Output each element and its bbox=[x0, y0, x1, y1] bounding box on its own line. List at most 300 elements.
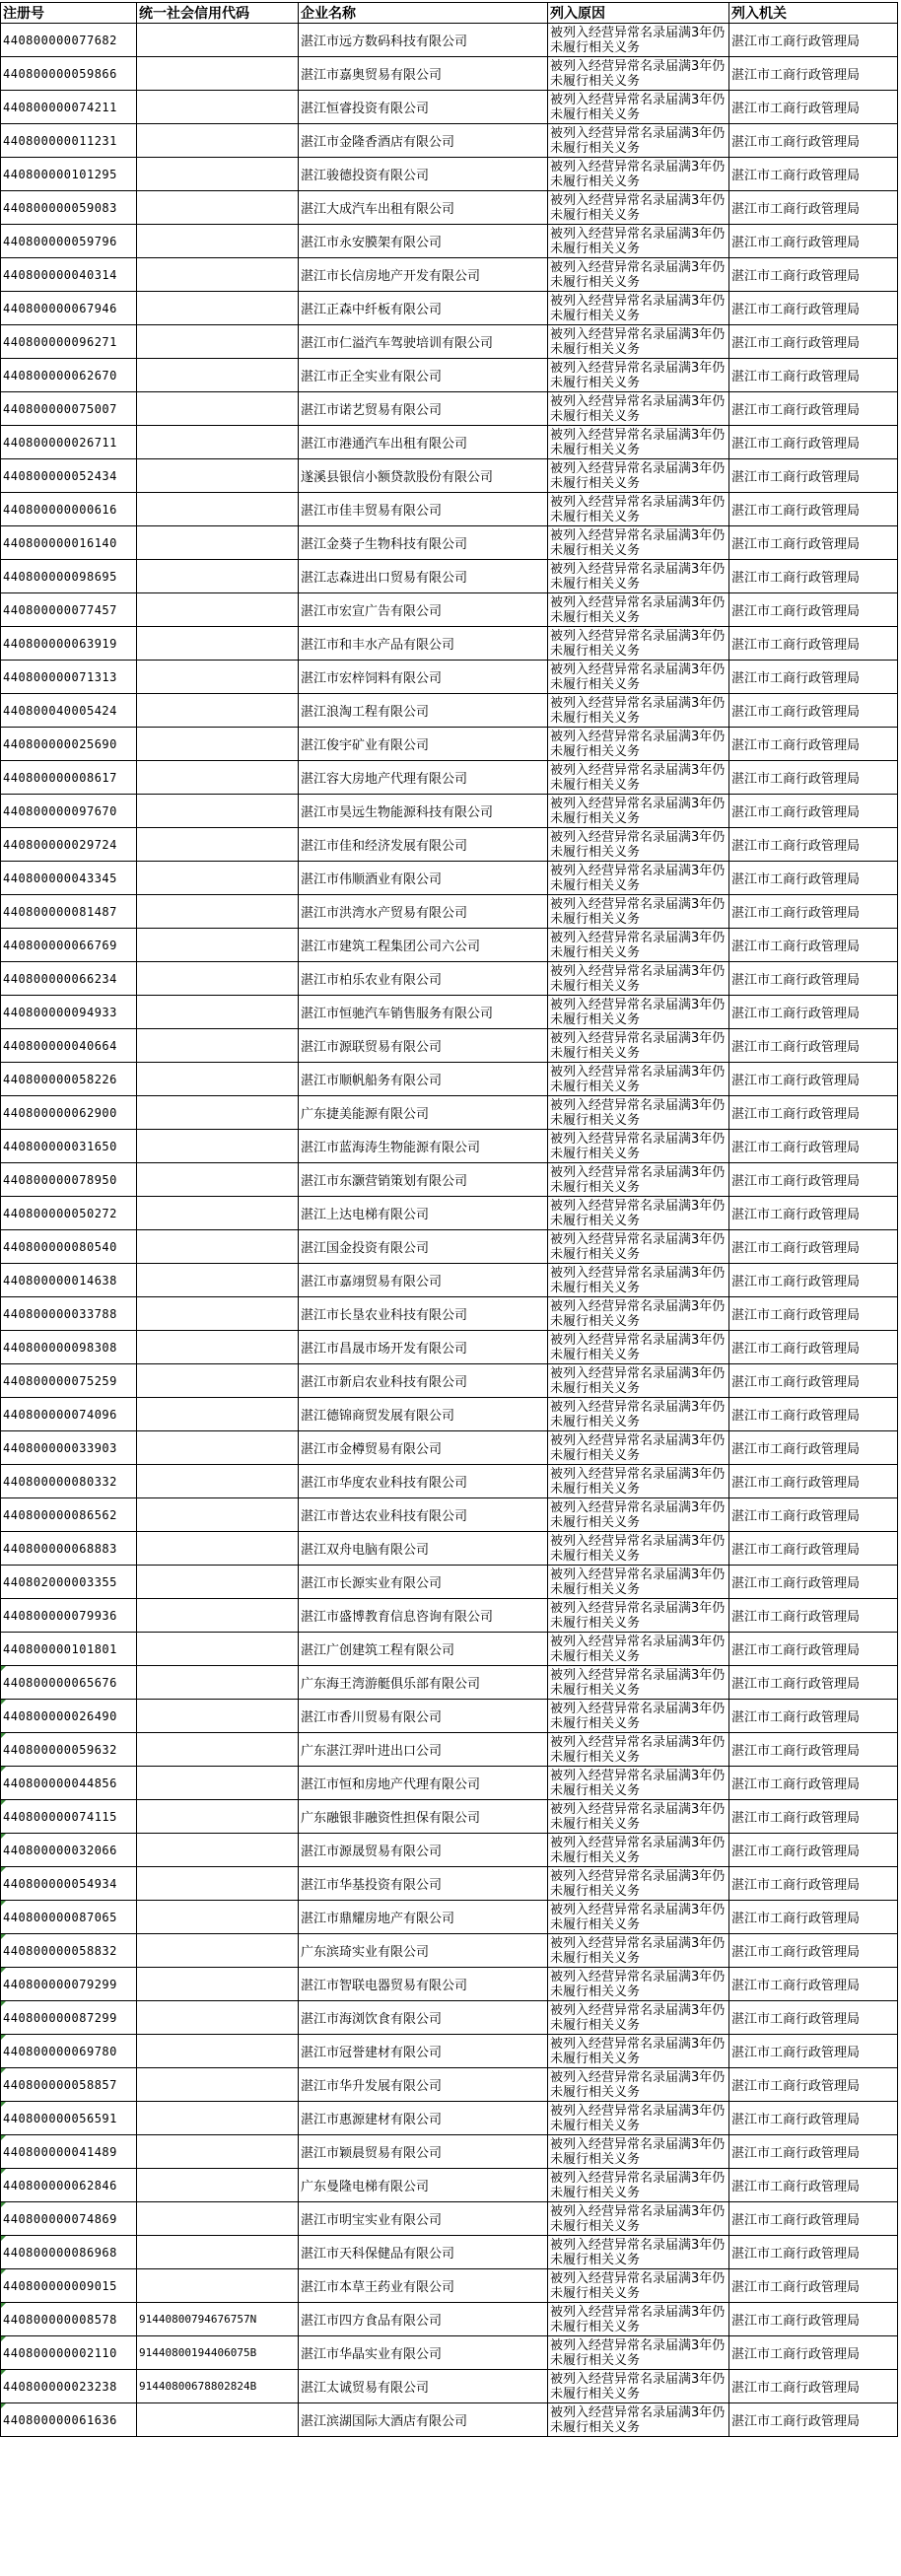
table-row bbox=[1, 1566, 898, 1599]
company-name-cell: 湛江双舟电脑有限公司 bbox=[299, 1532, 548, 1566]
header-listing-authority: 列入机关 bbox=[729, 3, 898, 24]
registration-number-cell: 440800000078950 bbox=[1, 1163, 137, 1197]
company-name-cell: 湛江市东灏营销策划有限公司 bbox=[299, 1163, 548, 1197]
credit-code-cell bbox=[137, 191, 299, 225]
registration-number-cell: 440800040005424 bbox=[1, 694, 137, 728]
listing-reason-cell: 被列入经营异常名录届满3年仍未履行相关义务 bbox=[548, 1834, 729, 1867]
listing-authority-cell: 湛江市工商行政管理局 bbox=[729, 1968, 898, 2001]
table-row bbox=[1, 1901, 898, 1934]
listing-authority-cell: 湛江市工商行政管理局 bbox=[729, 2169, 898, 2202]
table-row bbox=[1, 24, 898, 57]
table-row bbox=[1, 2135, 898, 2169]
credit-code-cell bbox=[137, 1633, 299, 1666]
listing-authority-cell: 湛江市工商行政管理局 bbox=[729, 560, 898, 593]
table-row bbox=[1, 459, 898, 493]
credit-code-cell bbox=[137, 2403, 299, 2437]
listing-reason-cell: 被列入经营异常名录届满3年仍未履行相关义务 bbox=[548, 2236, 729, 2269]
credit-code-cell bbox=[137, 1733, 299, 1767]
registration-number-cell: 440800000002110 bbox=[1, 2336, 137, 2370]
registration-number-cell: 440800000050272 bbox=[1, 1197, 137, 1230]
listing-authority-cell: 湛江市工商行政管理局 bbox=[729, 1800, 898, 1834]
registration-number-cell: 440800000059796 bbox=[1, 225, 137, 258]
registration-number-cell: 440800000029724 bbox=[1, 828, 137, 862]
registration-number-cell: 440800000075007 bbox=[1, 392, 137, 426]
listing-authority-cell: 湛江市工商行政管理局 bbox=[729, 2135, 898, 2169]
company-name-cell: 湛江大成汽车出租有限公司 bbox=[299, 191, 548, 225]
company-name-cell: 湛江市伟顺酒业有限公司 bbox=[299, 862, 548, 895]
listing-authority-cell: 湛江市工商行政管理局 bbox=[729, 761, 898, 795]
listing-reason-cell: 被列入经营异常名录届满3年仍未履行相关义务 bbox=[548, 2403, 729, 2437]
credit-code-cell bbox=[137, 225, 299, 258]
registration-number-cell: 440800000058832 bbox=[1, 1934, 137, 1968]
credit-code-cell: 91440800194406075B bbox=[137, 2336, 299, 2370]
listing-authority-cell: 湛江市工商行政管理局 bbox=[729, 325, 898, 359]
listing-reason-cell: 被列入经营异常名录届满3年仍未履行相关义务 bbox=[548, 1733, 729, 1767]
company-name-cell: 湛江市港通汽车出租有限公司 bbox=[299, 426, 548, 459]
enterprise-abnormal-list-table bbox=[0, 2, 898, 2437]
company-name-cell: 湛江市佳和经济发展有限公司 bbox=[299, 828, 548, 862]
listing-authority-cell: 湛江市工商行政管理局 bbox=[729, 2035, 898, 2068]
company-name-cell: 湛江市恒驰汽车销售服务有限公司 bbox=[299, 996, 548, 1029]
registration-number-cell: 440800000066769 bbox=[1, 929, 137, 962]
listing-authority-cell: 湛江市工商行政管理局 bbox=[729, 996, 898, 1029]
registration-number-cell: 440800000063919 bbox=[1, 627, 137, 661]
table-row bbox=[1, 895, 898, 929]
listing-reason-cell: 被列入经营异常名录届满3年仍未履行相关义务 bbox=[548, 828, 729, 862]
registration-number-cell: 440800000065676 bbox=[1, 1666, 137, 1700]
table-row bbox=[1, 1834, 898, 1867]
listing-reason-cell: 被列入经营异常名录届满3年仍未履行相关义务 bbox=[548, 1297, 729, 1331]
table-row bbox=[1, 1331, 898, 1364]
credit-code-cell bbox=[137, 2169, 299, 2202]
table-row bbox=[1, 2001, 898, 2035]
registration-number-cell: 440800000025690 bbox=[1, 728, 137, 761]
credit-code-cell bbox=[137, 459, 299, 493]
listing-authority-cell: 湛江市工商行政管理局 bbox=[729, 895, 898, 929]
company-name-cell: 湛江市冠誉建材有限公司 bbox=[299, 2035, 548, 2068]
listing-authority-cell: 湛江市工商行政管理局 bbox=[729, 1633, 898, 1666]
listing-reason-cell: 被列入经营异常名录届满3年仍未履行相关义务 bbox=[548, 593, 729, 627]
listing-authority-cell: 湛江市工商行政管理局 bbox=[729, 1566, 898, 1599]
registration-number-cell: 440800000097670 bbox=[1, 795, 137, 828]
table-row bbox=[1, 1968, 898, 2001]
company-name-cell: 湛江正森中纤板有限公司 bbox=[299, 292, 548, 325]
listing-authority-cell: 湛江市工商行政管理局 bbox=[729, 1666, 898, 1700]
table-row bbox=[1, 1800, 898, 1834]
credit-code-cell bbox=[137, 1934, 299, 1968]
credit-code-cell bbox=[137, 1331, 299, 1364]
registration-number-cell: 440800000068883 bbox=[1, 1532, 137, 1566]
registration-number-cell: 440800000062900 bbox=[1, 1096, 137, 1130]
company-name-cell: 湛江市天科保健品有限公司 bbox=[299, 2236, 548, 2269]
company-name-cell: 湛江太诚贸易有限公司 bbox=[299, 2370, 548, 2403]
listing-authority-cell: 湛江市工商行政管理局 bbox=[729, 1063, 898, 1096]
registration-number-cell: 440800000067946 bbox=[1, 292, 137, 325]
company-name-cell: 广东滨琦实业有限公司 bbox=[299, 1934, 548, 1968]
table-row bbox=[1, 325, 898, 359]
registration-number-cell: 440800000096271 bbox=[1, 325, 137, 359]
listing-reason-cell: 被列入经营异常名录届满3年仍未履行相关义务 bbox=[548, 2001, 729, 2035]
listing-reason-cell: 被列入经营异常名录届满3年仍未履行相关义务 bbox=[548, 459, 729, 493]
registration-number-cell: 440800000094933 bbox=[1, 996, 137, 1029]
listing-reason-cell: 被列入经营异常名录届满3年仍未履行相关义务 bbox=[548, 2269, 729, 2303]
registration-number-cell: 440800000059632 bbox=[1, 1733, 137, 1767]
company-name-cell: 湛江市永安膜架有限公司 bbox=[299, 225, 548, 258]
listing-reason-cell: 被列入经营异常名录届满3年仍未履行相关义务 bbox=[548, 392, 729, 426]
listing-reason-cell: 被列入经营异常名录届满3年仍未履行相关义务 bbox=[548, 1666, 729, 1700]
registration-number-cell: 440800000062846 bbox=[1, 2169, 137, 2202]
credit-code-cell bbox=[137, 2202, 299, 2236]
listing-reason-cell: 被列入经营异常名录届满3年仍未履行相关义务 bbox=[548, 1331, 729, 1364]
listing-reason-cell: 被列入经营异常名录届满3年仍未履行相关义务 bbox=[548, 493, 729, 526]
credit-code-cell bbox=[137, 1800, 299, 1834]
listing-reason-cell: 被列入经营异常名录届满3年仍未履行相关义务 bbox=[548, 761, 729, 795]
registration-number-cell: 440800000086562 bbox=[1, 1498, 137, 1532]
table-row bbox=[1, 1733, 898, 1767]
listing-reason-cell: 被列入经营异常名录届满3年仍未履行相关义务 bbox=[548, 1767, 729, 1800]
registration-number-cell: 440800000023238 bbox=[1, 2370, 137, 2403]
company-name-cell: 湛江市柏乐农业有限公司 bbox=[299, 962, 548, 996]
company-name-cell: 湛江市洪湾水产贸易有限公司 bbox=[299, 895, 548, 929]
credit-code-cell bbox=[137, 1264, 299, 1297]
listing-authority-cell: 湛江市工商行政管理局 bbox=[729, 1398, 898, 1431]
header-credit-code: 统一社会信用代码 bbox=[137, 3, 299, 24]
credit-code-cell bbox=[137, 359, 299, 392]
company-name-cell: 湛江市鼎耀房地产有限公司 bbox=[299, 1901, 548, 1934]
table-row bbox=[1, 1532, 898, 1566]
company-name-cell: 遂溪县银信小额贷款股份有限公司 bbox=[299, 459, 548, 493]
company-name-cell: 湛江市远方数码科技有限公司 bbox=[299, 24, 548, 57]
table-row bbox=[1, 1364, 898, 1398]
credit-code-cell bbox=[137, 258, 299, 292]
listing-reason-cell: 被列入经营异常名录届满3年仍未履行相关义务 bbox=[548, 1934, 729, 1968]
credit-code-cell bbox=[137, 2236, 299, 2269]
table-row bbox=[1, 1599, 898, 1633]
credit-code-cell bbox=[137, 392, 299, 426]
listing-authority-cell: 湛江市工商行政管理局 bbox=[729, 2202, 898, 2236]
company-name-cell: 湛江市盛博教育信息咨询有限公司 bbox=[299, 1599, 548, 1633]
registration-number-cell: 440800000026490 bbox=[1, 1700, 137, 1733]
listing-reason-cell: 被列入经营异常名录届满3年仍未履行相关义务 bbox=[548, 2169, 729, 2202]
registration-number-cell: 440800000062670 bbox=[1, 359, 137, 392]
table-row bbox=[1, 1163, 898, 1197]
listing-authority-cell: 湛江市工商行政管理局 bbox=[729, 292, 898, 325]
table-row bbox=[1, 1398, 898, 1431]
listing-reason-cell: 被列入经营异常名录届满3年仍未履行相关义务 bbox=[548, 1096, 729, 1130]
listing-authority-cell: 湛江市工商行政管理局 bbox=[729, 1700, 898, 1733]
table-body bbox=[1, 24, 898, 2437]
table-row bbox=[1, 426, 898, 459]
registration-number-cell: 440800000066234 bbox=[1, 962, 137, 996]
registration-number-cell: 440800000074115 bbox=[1, 1800, 137, 1834]
registration-number-cell: 440800000056591 bbox=[1, 2102, 137, 2135]
listing-reason-cell: 被列入经营异常名录届满3年仍未履行相关义务 bbox=[548, 292, 729, 325]
listing-authority-cell: 湛江市工商行政管理局 bbox=[729, 1264, 898, 1297]
credit-code-cell bbox=[137, 694, 299, 728]
registration-number-cell: 440800000058226 bbox=[1, 1063, 137, 1096]
listing-reason-cell: 被列入经营异常名录届满3年仍未履行相关义务 bbox=[548, 1633, 729, 1666]
credit-code-cell bbox=[137, 1297, 299, 1331]
listing-authority-cell: 湛江市工商行政管理局 bbox=[729, 694, 898, 728]
registration-number-cell: 440800000044856 bbox=[1, 1767, 137, 1800]
listing-reason-cell: 被列入经营异常名录届满3年仍未履行相关义务 bbox=[548, 1264, 729, 1297]
credit-code-cell bbox=[137, 1096, 299, 1130]
table-row bbox=[1, 1063, 898, 1096]
table-row bbox=[1, 392, 898, 426]
listing-authority-cell: 湛江市工商行政管理局 bbox=[729, 795, 898, 828]
table-row bbox=[1, 493, 898, 526]
listing-authority-cell: 湛江市工商行政管理局 bbox=[729, 1163, 898, 1197]
company-name-cell: 广东捷美能源有限公司 bbox=[299, 1096, 548, 1130]
credit-code-cell bbox=[137, 828, 299, 862]
company-name-cell: 湛江市华基投资有限公司 bbox=[299, 1867, 548, 1901]
registration-number-cell: 440800000058857 bbox=[1, 2068, 137, 2102]
company-name-cell: 湛江市颖晨贸易有限公司 bbox=[299, 2135, 548, 2169]
credit-code-cell bbox=[137, 795, 299, 828]
listing-reason-cell: 被列入经营异常名录届满3年仍未履行相关义务 bbox=[548, 426, 729, 459]
table-row bbox=[1, 1700, 898, 1733]
listing-authority-cell: 湛江市工商行政管理局 bbox=[729, 2269, 898, 2303]
credit-code-cell bbox=[137, 929, 299, 962]
listing-reason-cell: 被列入经营异常名录届满3年仍未履行相关义务 bbox=[548, 24, 729, 57]
registration-number-cell: 440800000059083 bbox=[1, 191, 137, 225]
registration-number-cell: 440800000032066 bbox=[1, 1834, 137, 1867]
listing-authority-cell: 湛江市工商行政管理局 bbox=[729, 1498, 898, 1532]
listing-authority-cell: 湛江市工商行政管理局 bbox=[729, 57, 898, 91]
credit-code-cell bbox=[137, 1431, 299, 1465]
table-row bbox=[1, 292, 898, 325]
company-name-cell: 湛江市和丰水产品有限公司 bbox=[299, 627, 548, 661]
listing-authority-cell: 湛江市工商行政管理局 bbox=[729, 1901, 898, 1934]
registration-number-cell: 440800000008617 bbox=[1, 761, 137, 795]
listing-reason-cell: 被列入经营异常名录届满3年仍未履行相关义务 bbox=[548, 728, 729, 761]
listing-reason-cell: 被列入经营异常名录届满3年仍未履行相关义务 bbox=[548, 1029, 729, 1063]
table-row bbox=[1, 627, 898, 661]
listing-authority-cell: 湛江市工商行政管理局 bbox=[729, 1029, 898, 1063]
company-name-cell: 湛江市新启农业科技有限公司 bbox=[299, 1364, 548, 1398]
listing-reason-cell: 被列入经营异常名录届满3年仍未履行相关义务 bbox=[548, 57, 729, 91]
listing-reason-cell: 被列入经营异常名录届满3年仍未履行相关义务 bbox=[548, 962, 729, 996]
company-name-cell: 湛江德锦商贸发展有限公司 bbox=[299, 1398, 548, 1431]
table-row bbox=[1, 1197, 898, 1230]
company-name-cell: 湛江市惠源建材有限公司 bbox=[299, 2102, 548, 2135]
company-name-cell: 湛江市长信房地产开发有限公司 bbox=[299, 258, 548, 292]
credit-code-cell bbox=[137, 1566, 299, 1599]
listing-reason-cell: 被列入经营异常名录届满3年仍未履行相关义务 bbox=[548, 2035, 729, 2068]
listing-authority-cell: 湛江市工商行政管理局 bbox=[729, 2336, 898, 2370]
listing-authority-cell: 湛江市工商行政管理局 bbox=[729, 661, 898, 694]
credit-code-cell bbox=[137, 325, 299, 359]
listing-authority-cell: 湛江市工商行政管理局 bbox=[729, 91, 898, 124]
company-name-cell: 湛江滨湖国际大酒店有限公司 bbox=[299, 2403, 548, 2437]
registration-number-cell: 440800000031650 bbox=[1, 1130, 137, 1163]
listing-authority-cell: 湛江市工商行政管理局 bbox=[729, 1867, 898, 1901]
listing-authority-cell: 湛江市工商行政管理局 bbox=[729, 728, 898, 761]
company-name-cell: 湛江市普达农业科技有限公司 bbox=[299, 1498, 548, 1532]
table-row bbox=[1, 2068, 898, 2102]
listing-authority-cell: 湛江市工商行政管理局 bbox=[729, 258, 898, 292]
listing-authority-cell: 湛江市工商行政管理局 bbox=[729, 1834, 898, 1867]
company-name-cell: 湛江市宏梓饲料有限公司 bbox=[299, 661, 548, 694]
company-name-cell: 湛江广创建筑工程有限公司 bbox=[299, 1633, 548, 1666]
listing-reason-cell: 被列入经营异常名录届满3年仍未履行相关义务 bbox=[548, 996, 729, 1029]
registration-number-cell: 440800000033903 bbox=[1, 1431, 137, 1465]
credit-code-cell bbox=[137, 1901, 299, 1934]
table-row bbox=[1, 962, 898, 996]
company-name-cell: 广东湛江羿叶进出口公司 bbox=[299, 1733, 548, 1767]
listing-reason-cell: 被列入经营异常名录届满3年仍未履行相关义务 bbox=[548, 258, 729, 292]
listing-authority-cell: 湛江市工商行政管理局 bbox=[729, 225, 898, 258]
registration-number-cell: 440800000077682 bbox=[1, 24, 137, 57]
company-name-cell: 湛江市源晟贸易有限公司 bbox=[299, 1834, 548, 1867]
listing-reason-cell: 被列入经营异常名录届满3年仍未履行相关义务 bbox=[548, 627, 729, 661]
registration-number-cell: 440800000098695 bbox=[1, 560, 137, 593]
listing-reason-cell: 被列入经营异常名录届满3年仍未履行相关义务 bbox=[548, 1867, 729, 1901]
table-row bbox=[1, 1767, 898, 1800]
registration-number-cell: 440800000016140 bbox=[1, 526, 137, 560]
listing-authority-cell: 湛江市工商行政管理局 bbox=[729, 962, 898, 996]
table-row bbox=[1, 1130, 898, 1163]
table-row bbox=[1, 728, 898, 761]
listing-authority-cell: 湛江市工商行政管理局 bbox=[729, 2102, 898, 2135]
listing-reason-cell: 被列入经营异常名录届满3年仍未履行相关义务 bbox=[548, 2135, 729, 2169]
credit-code-cell bbox=[137, 560, 299, 593]
registration-number-cell: 440800000081487 bbox=[1, 895, 137, 929]
company-name-cell: 湛江市仁溢汽车驾驶培训有限公司 bbox=[299, 325, 548, 359]
company-name-cell: 湛江市四方食品有限公司 bbox=[299, 2303, 548, 2336]
listing-reason-cell: 被列入经营异常名录届满3年仍未履行相关义务 bbox=[548, 1566, 729, 1599]
registration-number-cell: 440802000003355 bbox=[1, 1566, 137, 1599]
company-name-cell: 湛江市嘉翊贸易有限公司 bbox=[299, 1264, 548, 1297]
table-row bbox=[1, 2236, 898, 2269]
credit-code-cell bbox=[137, 593, 299, 627]
listing-authority-cell: 湛江市工商行政管理局 bbox=[729, 1767, 898, 1800]
listing-authority-cell: 湛江市工商行政管理局 bbox=[729, 124, 898, 158]
listing-reason-cell: 被列入经营异常名录届满3年仍未履行相关义务 bbox=[548, 526, 729, 560]
table-row bbox=[1, 225, 898, 258]
listing-reason-cell: 被列入经营异常名录届满3年仍未履行相关义务 bbox=[548, 1130, 729, 1163]
listing-reason-cell: 被列入经营异常名录届满3年仍未履行相关义务 bbox=[548, 2068, 729, 2102]
table-row bbox=[1, 560, 898, 593]
listing-reason-cell: 被列入经营异常名录届满3年仍未履行相关义务 bbox=[548, 1700, 729, 1733]
listing-authority-cell: 湛江市工商行政管理局 bbox=[729, 929, 898, 962]
listing-authority-cell: 湛江市工商行政管理局 bbox=[729, 1431, 898, 1465]
listing-authority-cell: 湛江市工商行政管理局 bbox=[729, 2236, 898, 2269]
table-row bbox=[1, 2370, 898, 2403]
listing-reason-cell: 被列入经营异常名录届满3年仍未履行相关义务 bbox=[548, 191, 729, 225]
registration-number-cell: 440800000075259 bbox=[1, 1364, 137, 1398]
credit-code-cell bbox=[137, 2269, 299, 2303]
credit-code-cell bbox=[137, 1130, 299, 1163]
company-name-cell: 湛江市长源实业有限公司 bbox=[299, 1566, 548, 1599]
company-name-cell: 湛江浪淘工程有限公司 bbox=[299, 694, 548, 728]
company-name-cell: 广东曼隆电梯有限公司 bbox=[299, 2169, 548, 2202]
header-company-name: 企业名称 bbox=[299, 3, 548, 24]
registration-number-cell: 440800000079299 bbox=[1, 1968, 137, 2001]
listing-authority-cell: 湛江市工商行政管理局 bbox=[729, 1197, 898, 1230]
credit-code-cell bbox=[137, 2001, 299, 2035]
table-row bbox=[1, 91, 898, 124]
company-name-cell: 湛江恒睿投资有限公司 bbox=[299, 91, 548, 124]
company-name-cell: 湛江市华升发展有限公司 bbox=[299, 2068, 548, 2102]
listing-reason-cell: 被列入经营异常名录届满3年仍未履行相关义务 bbox=[548, 1163, 729, 1197]
listing-reason-cell: 被列入经营异常名录届满3年仍未履行相关义务 bbox=[548, 359, 729, 392]
table-row bbox=[1, 2169, 898, 2202]
listing-reason-cell: 被列入经营异常名录届满3年仍未履行相关义务 bbox=[548, 1498, 729, 1532]
table-row bbox=[1, 1431, 898, 1465]
listing-reason-cell: 被列入经营异常名录届满3年仍未履行相关义务 bbox=[548, 2370, 729, 2403]
credit-code-cell bbox=[137, 1398, 299, 1431]
credit-code-cell bbox=[137, 124, 299, 158]
credit-code-cell bbox=[137, 24, 299, 57]
registration-number-cell: 440800000098308 bbox=[1, 1331, 137, 1364]
listing-reason-cell: 被列入经营异常名录届满3年仍未履行相关义务 bbox=[548, 1063, 729, 1096]
listing-reason-cell: 被列入经营异常名录届满3年仍未履行相关义务 bbox=[548, 1398, 729, 1431]
listing-reason-cell: 被列入经营异常名录届满3年仍未履行相关义务 bbox=[548, 1968, 729, 2001]
registration-number-cell: 440800000009015 bbox=[1, 2269, 137, 2303]
registration-number-cell: 440800000069780 bbox=[1, 2035, 137, 2068]
listing-reason-cell: 被列入经营异常名录届满3年仍未履行相关义务 bbox=[548, 795, 729, 828]
company-name-cell: 湛江上达电梯有限公司 bbox=[299, 1197, 548, 1230]
company-name-cell: 湛江国金投资有限公司 bbox=[299, 1230, 548, 1264]
registration-number-cell: 440800000086968 bbox=[1, 2236, 137, 2269]
registration-number-cell: 440800000040664 bbox=[1, 1029, 137, 1063]
table-row bbox=[1, 1934, 898, 1968]
listing-authority-cell: 湛江市工商行政管理局 bbox=[729, 2370, 898, 2403]
credit-code-cell bbox=[137, 627, 299, 661]
company-name-cell: 湛江俊宇矿业有限公司 bbox=[299, 728, 548, 761]
header-row bbox=[1, 3, 898, 24]
table-row bbox=[1, 191, 898, 225]
credit-code-cell bbox=[137, 1029, 299, 1063]
listing-authority-cell: 湛江市工商行政管理局 bbox=[729, 459, 898, 493]
table-row bbox=[1, 124, 898, 158]
credit-code-cell bbox=[137, 761, 299, 795]
table-row bbox=[1, 2102, 898, 2135]
table-row bbox=[1, 2035, 898, 2068]
listing-reason-cell: 被列入经营异常名录届满3年仍未履行相关义务 bbox=[548, 325, 729, 359]
table-row bbox=[1, 828, 898, 862]
credit-code-cell: 91440800678802824B bbox=[137, 2370, 299, 2403]
registration-number-cell: 440800000052434 bbox=[1, 459, 137, 493]
company-name-cell: 湛江市源联贸易有限公司 bbox=[299, 1029, 548, 1063]
listing-reason-cell: 被列入经营异常名录届满3年仍未履行相关义务 bbox=[548, 661, 729, 694]
company-name-cell: 湛江志森进出口贸易有限公司 bbox=[299, 560, 548, 593]
company-name-cell: 湛江市建筑工程集团公司六公司 bbox=[299, 929, 548, 962]
table-row bbox=[1, 359, 898, 392]
credit-code-cell bbox=[137, 526, 299, 560]
listing-reason-cell: 被列入经营异常名录届满3年仍未履行相关义务 bbox=[548, 1197, 729, 1230]
listing-reason-cell: 被列入经营异常名录届满3年仍未履行相关义务 bbox=[548, 929, 729, 962]
credit-code-cell bbox=[137, 862, 299, 895]
company-name-cell: 湛江金葵子生物科技有限公司 bbox=[299, 526, 548, 560]
table-row bbox=[1, 795, 898, 828]
table-row bbox=[1, 2303, 898, 2336]
listing-authority-cell: 湛江市工商行政管理局 bbox=[729, 158, 898, 191]
company-name-cell: 湛江骏德投资有限公司 bbox=[299, 158, 548, 191]
credit-code-cell bbox=[137, 1230, 299, 1264]
table-row bbox=[1, 1264, 898, 1297]
listing-authority-cell: 湛江市工商行政管理局 bbox=[729, 24, 898, 57]
registration-number-cell: 440800000000616 bbox=[1, 493, 137, 526]
header-registration-number: 注册号 bbox=[1, 3, 137, 24]
registration-number-cell: 440800000026711 bbox=[1, 426, 137, 459]
credit-code-cell bbox=[137, 661, 299, 694]
company-name-cell: 湛江市顺帆船务有限公司 bbox=[299, 1063, 548, 1096]
listing-authority-cell: 湛江市工商行政管理局 bbox=[729, 828, 898, 862]
table-row bbox=[1, 1465, 898, 1498]
company-name-cell: 广东海王湾游艇俱乐部有限公司 bbox=[299, 1666, 548, 1700]
